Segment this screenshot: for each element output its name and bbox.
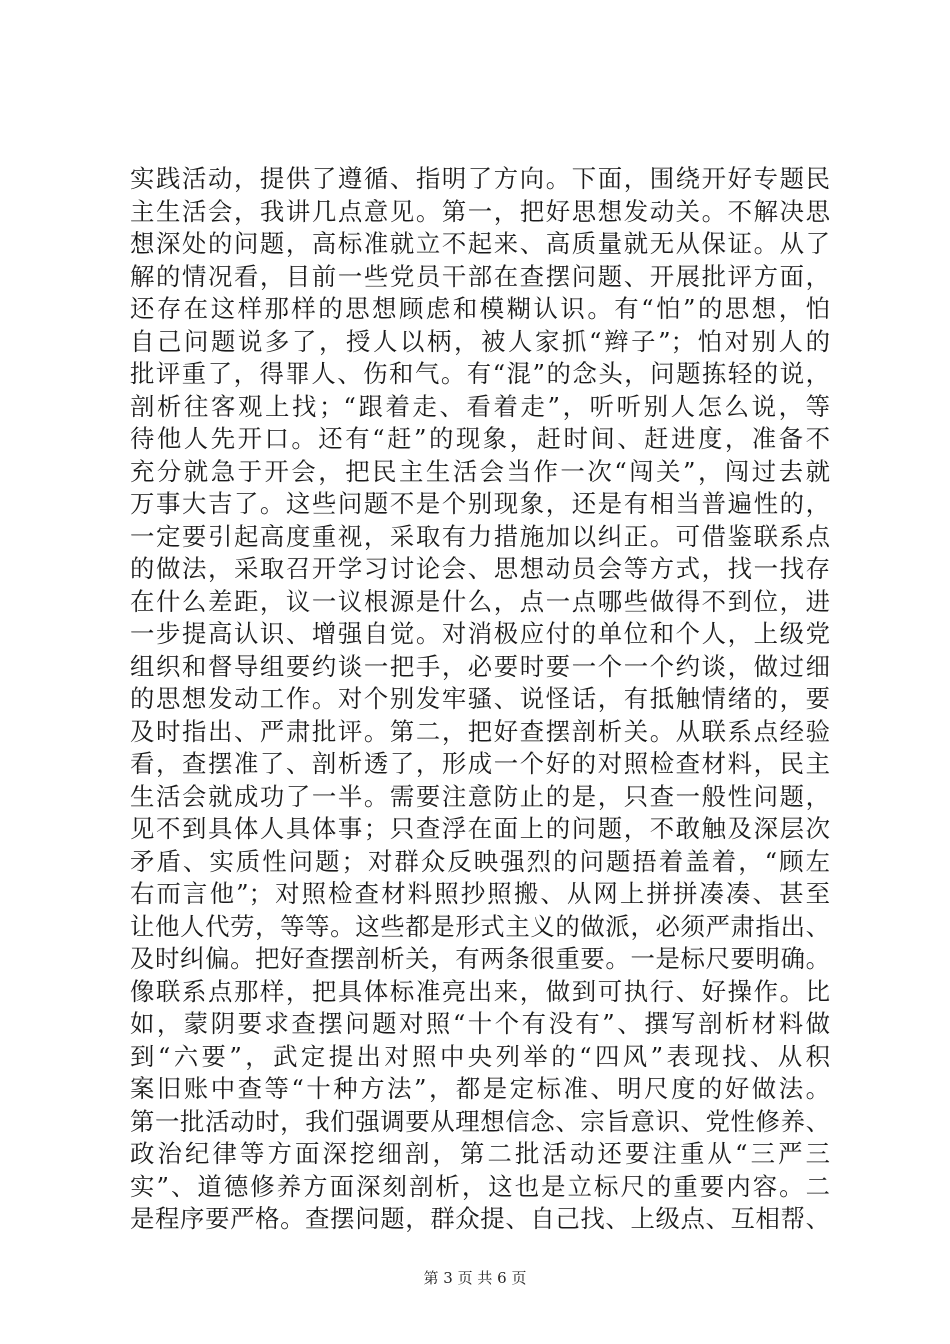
- text-line: 实践活动，提供了遵循、指明了方向。下面，围绕开好专题民: [130, 164, 830, 193]
- page-footer: [0, 1268, 950, 1288]
- text-line: 想深处的问题，高标准就立不起来、高质量就无从保证。从了: [130, 229, 830, 258]
- text-line: 矛盾、实质性问题；对群众反映强烈的问题捂着盖着，“顾左: [130, 846, 830, 876]
- text-line: 让他人代劳，等等。这些都是形式主义的做派，必须严肃指出、: [130, 911, 830, 941]
- text-line: 主生活会，我讲几点意见。第一，把好思想发动关。不解决思: [130, 196, 830, 226]
- text-line: 右而言他”；对照检查材料照抄照搬、从网上拼拼凑凑、甚至: [130, 879, 830, 908]
- text-line: 政治纪律等方面深挖细剖，第二批活动还要注重从“三严三: [130, 1139, 830, 1168]
- text-line: 批评重了，得罪人、伤和气。有“混”的念头，问题拣轻的说，: [130, 359, 830, 388]
- text-line: 在什么差距，议一议根源是什么，点一点哪些做得不到位，进: [130, 586, 830, 616]
- text-line: 待他人先开口。还有“赶”的现象，赶时间、赶进度，准备不: [130, 424, 830, 453]
- page-number-label: 第 3 页 共 6 页: [423, 1269, 527, 1287]
- text-line: 解的情况看，目前一些党员干部在查摆问题、开展批评方面，: [130, 261, 830, 291]
- text-line: 充分就急于开会，把民主生活会当作一次“闯关”，闯过去就: [130, 456, 830, 486]
- text-line: 看，查摆准了、剖析透了，形成一个好的对照检查材料，民主: [130, 749, 830, 778]
- body-text: [130, 163, 830, 1236]
- text-line: 是程序要严格。查摆问题，群众提、自己找、上级点、互相帮、: [130, 1204, 830, 1233]
- text-line: 的做法，采取召开学习讨论会、思想动员会等方式，找一找存: [130, 554, 830, 583]
- text-line: 见不到具体人具体事；只查浮在面上的问题，不敢触及深层次: [130, 814, 830, 843]
- text-line: 及时纠偏。把好查摆剖析关，有两条很重要。一是标尺要明确。: [130, 944, 830, 973]
- text-line: 如，蒙阴要求查摆问题对照“十个有没有”、撰写剖析材料做: [130, 1009, 830, 1038]
- text-line: 组织和督导组要约谈一把手，必要时要一个一个约谈，做过细: [130, 651, 830, 681]
- text-line: 一定要引起高度重视，采取有力措施加以纠正。可借鉴联系点: [130, 521, 830, 551]
- text-line: 生活会就成功了一半。需要注意防止的是，只查一般性问题，: [130, 781, 830, 811]
- text-line: 第一批活动时，我们强调要从理想信念、宗旨意识、党性修养、: [130, 1106, 830, 1136]
- text-line: 一步提高认识、增强自觉。对消极应付的单位和个人，上级党: [130, 619, 830, 648]
- text-line: 自己问题说多了，授人以柄，被人家抓“辫子”；怕对别人的: [130, 326, 830, 356]
- text-line: 案旧账中查等“十种方法”，都是定标准、明尺度的好做法。: [130, 1074, 830, 1103]
- text-line: 剖析往客观上找；“跟着走、看着走”，听听别人怎么说，等: [130, 391, 830, 421]
- text-line: 实”、道德修养方面深刻剖析，这也是立标尺的重要内容。二: [130, 1171, 830, 1201]
- text-line: 的思想发动工作。对个别发牢骚、说怪话，有抵触情绪的，要: [130, 684, 830, 713]
- text-line: 及时指出、严肃批评。第二，把好查摆剖析关。从联系点经验: [130, 716, 830, 746]
- text-line: 到“六要”，武定提出对照中央列举的“四风”表现找、从积: [130, 1041, 830, 1071]
- text-line: 还存在这样那样的思想顾虑和模糊认识。有“怕”的思想，怕: [130, 294, 830, 323]
- text-line: 像联系点那样，把具体标准亮出来，做到可执行、好操作。比: [130, 976, 830, 1006]
- text-line: 万事大吉了。这些问题不是个别现象，还是有相当普遍性的，: [130, 489, 830, 518]
